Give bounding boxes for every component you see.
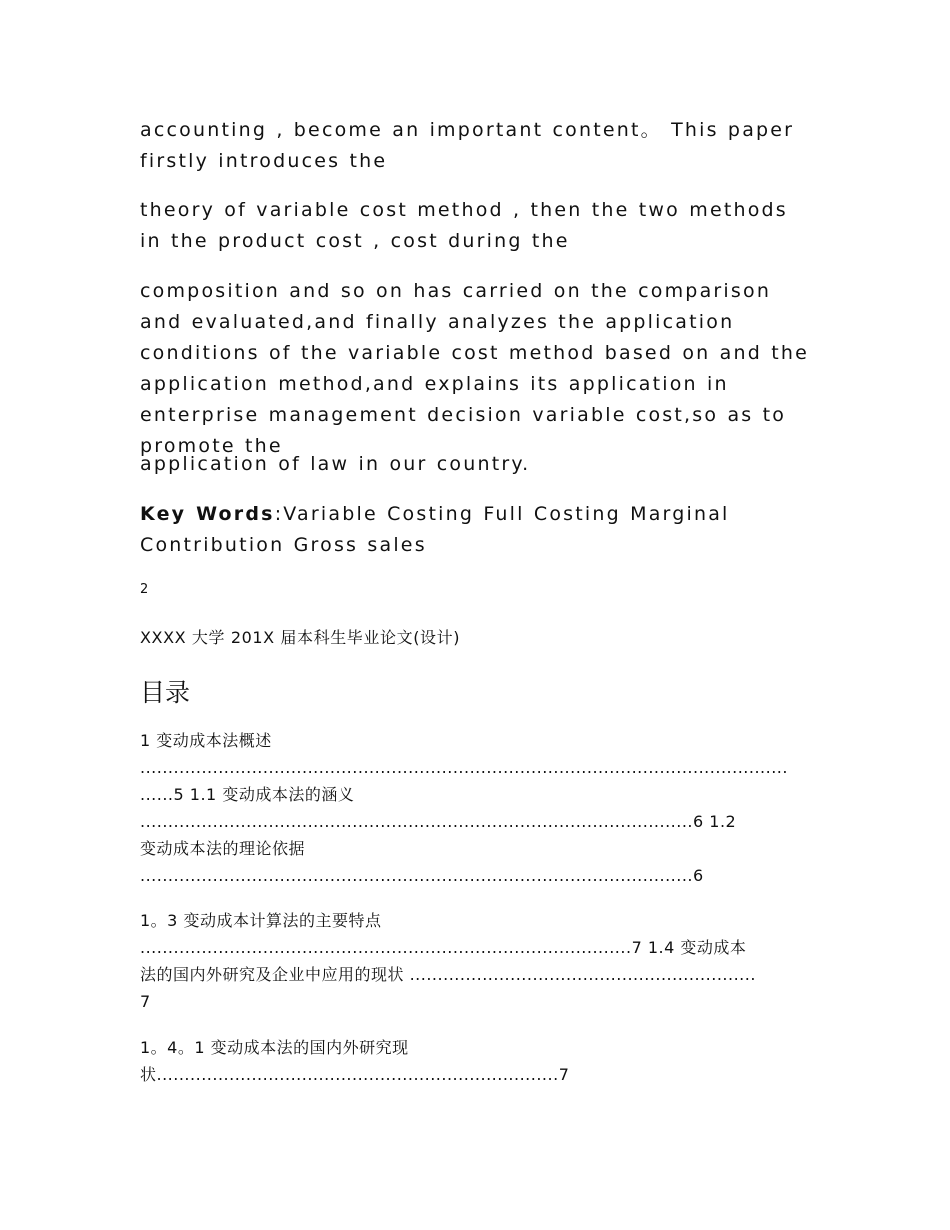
abstract-paragraph-2: theory of variable cost method , then the two methods in the product cost , cost during the bbox=[140, 199, 788, 252]
toc-line: 状........................................................................7 bbox=[140, 1065, 570, 1084]
keywords-line bbox=[140, 499, 810, 561]
toc-line: ........................................................................................7 1.4 变动成本 bbox=[140, 938, 747, 957]
keywords-label: Key Words bbox=[140, 503, 275, 525]
toc-block bbox=[140, 907, 810, 1015]
toc-line: .................................................................................................................... bbox=[140, 758, 788, 777]
page-number: 2 bbox=[140, 582, 149, 597]
toc-line: 1 变动成本法概述 bbox=[140, 731, 272, 750]
keywords-text: :Variable Costing Full Costing Marginal Contribution Gross sales bbox=[140, 503, 730, 556]
toc-line: ......5 1.1 变动成本法的涵义 bbox=[140, 785, 355, 804]
toc-line: ...................................................................................................6 bbox=[140, 866, 704, 885]
toc-line: 法的国内外研究及企业中应用的现状 .............................................................. bbox=[140, 965, 756, 984]
abstract-paragraph-1: accounting , become an important content。 This paper firstly introduces the bbox=[140, 119, 795, 172]
toc-block bbox=[140, 1034, 810, 1088]
toc-line: 变动成本法的理论依据 bbox=[140, 839, 306, 858]
toc-title: 目录 bbox=[140, 678, 191, 707]
abstract-paragraph-3: composition and so on has carried on the comparison and evaluated,and finally analyzes the application conditions of the variable cost method based on and the application method,and explains its application in enterprise management decision variable cost,so as to promote the bbox=[140, 280, 809, 457]
toc-line: ...................................................................................................6 1.2 bbox=[140, 812, 737, 831]
toc-line: 1。3 变动成本计算法的主要特点 bbox=[140, 911, 382, 930]
abstract-paragraph-4: application of law in our country. bbox=[140, 453, 531, 475]
thesis-header: XXXX 大学 201X 届本科生毕业论文(设计) bbox=[140, 628, 461, 647]
toc-block bbox=[140, 727, 810, 889]
toc-line: 7 bbox=[140, 992, 151, 1011]
toc-line: 1。4。1 变动成本法的国内外研究现 bbox=[140, 1038, 409, 1057]
